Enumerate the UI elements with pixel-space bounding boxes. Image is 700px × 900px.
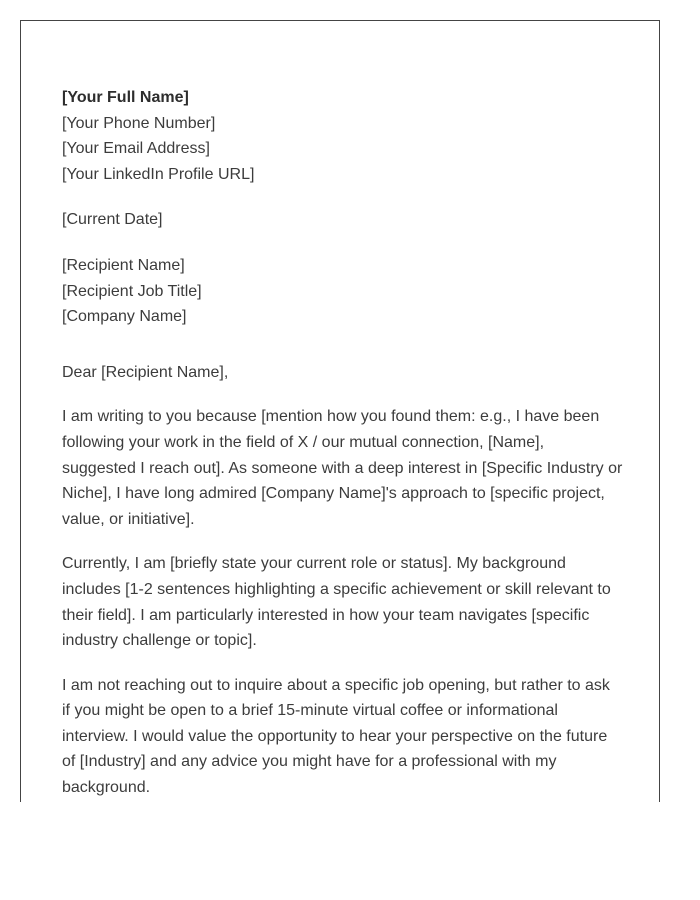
paragraph-line: Currently, I am [briefly state your current role or status]. My background [62,555,566,573]
sender-phone: [Your Phone Number] [62,114,216,132]
paragraph-line: their field]. I am particularly interested in how your team navigates [specific [62,606,590,624]
paragraph-line: value, or initiative]. [62,510,195,528]
sender-block [62,85,627,187]
paragraph-line: I am writing to you because [mention how you found them: e.g., I have been [62,408,600,426]
paragraph-line: suggested I reach out]. As someone with a deep interest in [Specific Industry or [62,459,623,477]
paragraph-line: industry challenge or topic]. [62,632,257,650]
sender-email: [Your Email Address] [62,140,210,158]
recipient-company: [Company Name] [62,308,187,326]
paragraph-request [62,673,627,801]
recipient-job-title: [Recipient Job Title] [62,282,202,300]
paragraph-line: of [Industry] and any advice you might have for a professional with my [62,753,557,771]
recipient-block [62,253,627,330]
sender-name: [Your Full Name] [62,89,189,106]
paragraph-line: interview. I would value the opportunity to hear your perspective on the future [62,727,608,745]
paragraph-line: I am not reaching out to inquire about a specific job opening, but rather to ask [62,676,610,694]
letter-date: [Current Date] [62,211,163,229]
paragraph-intro [62,404,627,532]
salutation: Dear [Recipient Name], [62,363,229,381]
paragraph-line: Niche], I have long admired [Company Name]'s approach to [specific project, [62,485,605,503]
paragraph-line: if you might be open to a brief 15-minute virtual coffee or informational [62,702,558,720]
paragraph-line: following your work in the field of X / our mutual connection, [Name], [62,433,545,451]
document-page [20,20,660,802]
paragraph-line: background. [62,779,151,797]
paragraph-background [62,551,627,653]
sender-linkedin: [Your LinkedIn Profile URL] [62,165,255,183]
recipient-name: [Recipient Name] [62,256,185,274]
letter-body [62,85,627,801]
paragraph-line: includes [1-2 sentences highlighting a specific achievement or skill relevant to [62,580,611,598]
